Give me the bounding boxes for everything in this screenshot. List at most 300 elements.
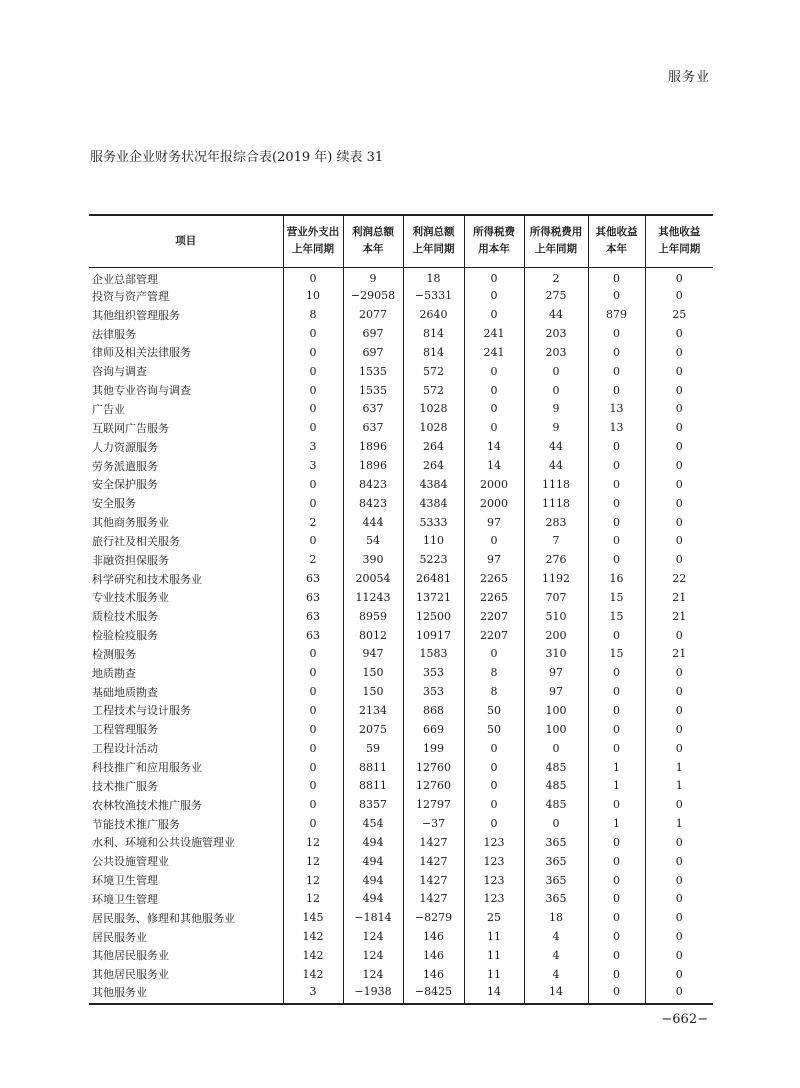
table-cell: 1 [645,814,713,833]
table-cell: 0 [283,418,343,437]
table-cell: 0 [588,343,645,362]
table-cell: 11 [464,946,524,965]
column-header-line1: 项目 [175,234,197,247]
table-cell: 0 [283,267,343,287]
table-cell: 494 [343,833,403,852]
row-item-label: 劳务派遣服务 [92,459,158,473]
table-cell: 0 [283,795,343,814]
table-cell: 0 [645,475,713,494]
table-cell: 110 [403,531,464,550]
table-cell: 15 [588,645,645,664]
table-cell: 0 [588,531,645,550]
table-cell: 50 [464,701,524,720]
table-cell: 0 [588,626,645,645]
table-cell: 0 [588,287,645,306]
row-item-label: 地质勘查 [92,666,136,680]
table-cell: 0 [524,739,588,758]
table-row [89,946,713,965]
table-cell: 1118 [524,494,588,513]
table-cell: 14 [464,456,524,475]
table-cell: 0 [464,739,524,758]
table-cell: 12760 [403,776,464,795]
table-cell: 0 [645,984,713,1004]
table-cell: 1896 [343,456,403,475]
table-cell: 0 [588,267,645,287]
table-cell: −29058 [343,287,403,306]
table-cell: 0 [645,795,713,814]
table-cell: 0 [588,324,645,343]
table-cell: 0 [645,381,713,400]
table-cell: 0 [283,343,343,362]
table-cell: 0 [588,682,645,701]
table-cell: 4 [524,965,588,984]
table-cell: 0 [588,663,645,682]
table-row [89,908,713,927]
table-cell: 0 [283,720,343,739]
table-cell: 454 [343,814,403,833]
row-item-label: 居民服务、修理和其他服务业 [92,911,235,925]
row-item-label: 技术推广服务 [92,779,158,793]
table-cell: 485 [524,776,588,795]
table-cell: 3 [283,437,343,456]
row-item-label: 旅行社及相关服务 [92,534,180,548]
row-item-label: 节能技术推广服务 [92,817,180,831]
table-cell: 0 [588,908,645,927]
table-cell: 26481 [403,569,464,588]
table-cell: 9 [343,267,403,287]
table-row [89,984,713,1004]
table-cell: 1535 [343,381,403,400]
table-cell: 669 [403,720,464,739]
table-cell: 0 [588,871,645,890]
table-cell: 150 [343,682,403,701]
table-cell: 13 [588,418,645,437]
table-cell: 1427 [403,833,464,852]
table-cell: 2000 [464,494,524,513]
table-cell: 275 [524,287,588,306]
table-cell: 123 [464,871,524,890]
row-item-label: 农林牧渔技术推广服务 [92,798,202,812]
table-cell: 0 [283,682,343,701]
column-header-line1: 利润总额 [412,226,455,239]
table-cell: 0 [645,852,713,871]
table-cell: 0 [464,814,524,833]
table-row [89,965,713,984]
table-cell: 8 [464,663,524,682]
table-row [89,324,713,343]
row-item-label: 法律服务 [92,327,136,341]
table-cell: −1938 [343,984,403,1004]
column-header [645,215,713,267]
table-row [89,795,713,814]
table-cell: 365 [524,871,588,890]
table-cell: 444 [343,513,403,532]
table-cell: 0 [283,663,343,682]
table-cell: 3 [283,984,343,1004]
column-header [588,215,645,267]
table-cell: 63 [283,569,343,588]
row-item-label: 非融资担保服务 [92,553,169,567]
table-row [89,381,713,400]
table-cell: 0 [283,739,343,758]
table-row [89,701,713,720]
table-cell: 0 [588,739,645,758]
table-cell: 510 [524,607,588,626]
table-cell: 8811 [343,776,403,795]
table-header-row [89,215,713,267]
table-cell: 124 [343,965,403,984]
column-header-line2: 本年 [362,243,384,256]
table-cell: 365 [524,852,588,871]
table-cell: 494 [343,852,403,871]
table-cell: 0 [464,305,524,324]
table-cell: 2077 [343,305,403,324]
table-cell: 0 [588,437,645,456]
table-cell: 11243 [343,588,403,607]
table-cell: 124 [343,927,403,946]
row-item-label: 居民服务业 [92,930,147,944]
table-cell: 241 [464,343,524,362]
table-cell: 0 [645,343,713,362]
table-row [89,437,713,456]
table-cell: 0 [645,362,713,381]
table-cell: 63 [283,607,343,626]
table-cell: 142 [283,927,343,946]
table-cell: 0 [283,400,343,419]
row-item-label: 检验检疫服务 [92,629,158,643]
table-cell: 0 [588,984,645,1004]
table-cell: 5223 [403,550,464,569]
table-cell: 0 [524,381,588,400]
table-cell: −37 [403,814,464,833]
table-cell: 637 [343,418,403,437]
table-body [89,267,713,1004]
table-cell: 1 [588,814,645,833]
table-cell: 8 [464,682,524,701]
table-cell: 0 [464,418,524,437]
table-cell: 12 [283,871,343,890]
table-cell: 1896 [343,437,403,456]
table-cell: 123 [464,890,524,909]
table-cell: 2207 [464,626,524,645]
table-cell: 0 [464,287,524,306]
table-cell: 11 [464,965,524,984]
table-cell: 2000 [464,475,524,494]
row-item-label: 互联网广告服务 [92,421,169,435]
table-cell: 100 [524,701,588,720]
table-cell: 0 [464,381,524,400]
table-cell: 637 [343,400,403,419]
table-row [89,626,713,645]
table-title: 服务业企业财务状况年报综合表(2019 年) 续表 31 [90,150,384,165]
table-cell: 0 [645,400,713,419]
table-cell: 2265 [464,588,524,607]
table-cell: 1583 [403,645,464,664]
table-cell: 2 [283,513,343,532]
table-cell: 124 [343,946,403,965]
table-row [89,852,713,871]
row-item-label: 基础地质勘查 [92,685,158,699]
table-row [89,607,713,626]
column-header-line2: 用本年 [478,243,510,256]
table-row [89,531,713,550]
column-header-line1: 所得税费 [473,226,515,239]
table-cell: 697 [343,343,403,362]
table-cell: 0 [645,456,713,475]
table-row [89,475,713,494]
table-row [89,927,713,946]
table-cell: 0 [464,267,524,287]
table-cell: 2 [524,267,588,287]
table-cell: 0 [645,871,713,890]
row-item-label: 其他商务服务业 [92,516,169,530]
table-cell: 97 [524,663,588,682]
row-item-label: 其他服务业 [89,984,283,1004]
table-cell: 18 [524,908,588,927]
table-cell: 10 [283,287,343,306]
column-header-line2: 本年 [606,243,627,256]
table-cell: 1427 [403,871,464,890]
row-item-label: 其他组织管理服务 [92,308,180,322]
table-cell: 9 [524,418,588,437]
table-cell: 353 [403,682,464,701]
table-cell: 0 [645,701,713,720]
table-cell: 4 [524,927,588,946]
table-cell: 1 [588,758,645,777]
row-item-label: 投资与资产管理 [92,289,169,303]
table-cell: 1028 [403,400,464,419]
table-row [89,645,713,664]
table-cell: 44 [524,305,588,324]
table-cell: 697 [343,324,403,343]
table-cell: 20054 [343,569,403,588]
table-cell: 4384 [403,494,464,513]
table-row [89,267,713,287]
table-cell: 12 [283,890,343,909]
table-cell: 0 [464,758,524,777]
table-cell: 0 [645,324,713,343]
table-cell: 879 [588,305,645,324]
table-cell: 2640 [403,305,464,324]
row-item-label: 其他居民服务业 [92,968,169,982]
table-cell: 0 [283,381,343,400]
table-cell: 0 [645,663,713,682]
table-cell: 0 [645,720,713,739]
table-cell: 1427 [403,890,464,909]
row-item-label: 科技推广和应用服务业 [92,761,202,775]
column-header-line1: 营业外支出 [286,226,340,239]
table-cell: 123 [464,833,524,852]
table-cell: 0 [588,890,645,909]
row-item-label: 企业总部管理 [92,272,158,286]
table-cell: 8959 [343,607,403,626]
table-cell: 0 [588,550,645,569]
table-cell: 2075 [343,720,403,739]
row-item-label: 其他专业咨询与调查 [92,384,191,398]
table-cell: 0 [645,267,713,287]
table-cell: 0 [645,531,713,550]
table-cell: 1 [645,776,713,795]
table-cell: 4 [524,946,588,965]
table-cell: 12760 [403,758,464,777]
table-cell: 25 [464,908,524,927]
table-cell: 0 [645,908,713,927]
table-cell: 814 [403,324,464,343]
row-item-label: 环境卫生管理 [92,892,158,906]
table-cell: 18 [403,267,464,287]
table-cell: 25 [645,305,713,324]
table-cell: 123 [464,852,524,871]
table-cell: 814 [403,343,464,362]
table-cell: 353 [403,663,464,682]
table-cell: −8279 [403,908,464,927]
table-cell: 2 [283,550,343,569]
table-cell: 11 [464,927,524,946]
table-row [89,739,713,758]
table-cell: 150 [343,663,403,682]
table-cell: 12 [283,852,343,871]
table-cell: 146 [403,946,464,965]
table-cell: 12 [283,833,343,852]
table-cell: 264 [403,437,464,456]
table-cell: 0 [524,362,588,381]
table-cell: 0 [464,400,524,419]
table-row [89,776,713,795]
table-cell: 0 [588,795,645,814]
table-cell: 14 [464,437,524,456]
table-cell: 2134 [343,701,403,720]
table-row [89,758,713,777]
table-row [89,550,713,569]
financial-data-table [89,214,713,1005]
table-cell: 203 [524,324,588,343]
table-cell: 16 [588,569,645,588]
table-cell: 0 [283,362,343,381]
table-cell: 21 [645,607,713,626]
table-cell: 0 [645,833,713,852]
table-cell: 15 [588,588,645,607]
table-cell: 0 [588,362,645,381]
column-header [464,215,524,267]
table-row [89,362,713,381]
table-cell: 5333 [403,513,464,532]
table-cell: 203 [524,343,588,362]
table-cell: 0 [645,739,713,758]
table-cell: 44 [524,456,588,475]
column-header [89,215,283,267]
column-header-line1: 所得税费用 [529,226,583,239]
table-cell: 0 [645,626,713,645]
table-cell: 199 [403,739,464,758]
table-cell: 485 [524,795,588,814]
table-cell: 21 [645,588,713,607]
table-cell: −5331 [403,287,464,306]
row-item-label: 其他居民服务业 [92,949,169,963]
table-row [89,588,713,607]
running-header: 服务业 [667,70,710,85]
table-cell: 494 [343,871,403,890]
table-cell: 0 [588,965,645,984]
table-cell: 63 [283,588,343,607]
table-cell: 97 [464,513,524,532]
column-header-line1: 其他收益 [595,226,638,239]
row-item-label: 咨询与调查 [92,365,147,379]
table-cell: 0 [645,437,713,456]
row-item-label: 工程设计活动 [92,742,158,756]
table-row [89,400,713,419]
table-cell: 0 [588,475,645,494]
table-cell: 707 [524,588,588,607]
table-cell: 4384 [403,475,464,494]
table-cell: 14 [464,984,524,1004]
table-cell: 572 [403,381,464,400]
table-cell: 0 [588,927,645,946]
column-header [343,215,403,267]
table-cell: 0 [645,927,713,946]
table-cell: 868 [403,701,464,720]
table-row [89,494,713,513]
table-cell: 97 [464,550,524,569]
table-cell: 59 [343,739,403,758]
table-cell: 0 [283,814,343,833]
table-cell: 2207 [464,607,524,626]
table-cell: 0 [588,852,645,871]
table-row [89,814,713,833]
column-header [403,215,464,267]
table-cell: 365 [524,833,588,852]
row-item-label: 安全保护服务 [92,478,158,492]
table-cell: 0 [645,965,713,984]
column-header-line2: 上年同期 [292,243,334,256]
table-cell: 276 [524,550,588,569]
table-cell: 142 [283,965,343,984]
row-item-label: 公共设施管理业 [92,855,169,869]
table-cell: 1192 [524,569,588,588]
table-row [89,833,713,852]
table-cell: 494 [343,890,403,909]
table-cell: 1427 [403,852,464,871]
row-item-label: 专业技术服务业 [92,591,169,605]
column-header-line2: 上年同期 [658,243,701,256]
table-cell: 1 [645,758,713,777]
table-cell: 0 [588,381,645,400]
table-row [89,682,713,701]
table-cell: −1814 [343,908,403,927]
table-cell: 0 [588,456,645,475]
table-cell: 0 [645,494,713,513]
table-cell: 1118 [524,475,588,494]
table-cell: 0 [283,645,343,664]
table-row [89,663,713,682]
table-cell: 1028 [403,418,464,437]
table-cell: 100 [524,720,588,739]
table-cell: 485 [524,758,588,777]
row-item-label: 环境卫生管理 [92,874,158,888]
table-cell: 22 [645,569,713,588]
table-row [89,343,713,362]
table-cell: 0 [464,531,524,550]
table-cell: 0 [464,795,524,814]
table-cell: 8811 [343,758,403,777]
table-cell: 0 [588,720,645,739]
table-row [89,305,713,324]
table-cell: 50 [464,720,524,739]
row-item-label: 律师及相关法律服务 [92,346,191,360]
row-item-label: 广告业 [92,402,125,416]
row-item-label: 工程技术与设计服务 [92,704,191,718]
table-cell: 0 [645,418,713,437]
table-cell: 8357 [343,795,403,814]
